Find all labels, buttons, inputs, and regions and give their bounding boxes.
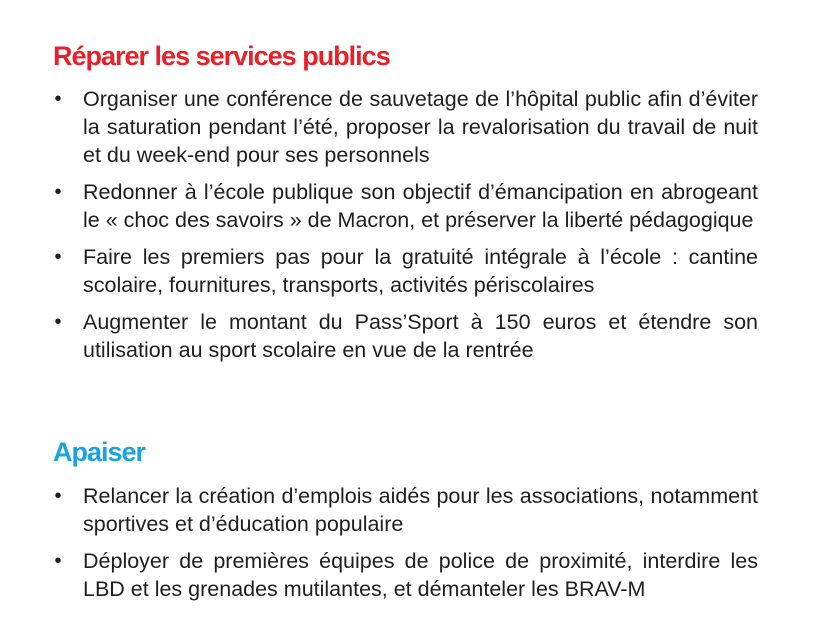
- bullet-icon: •: [54, 88, 62, 110]
- list-item: [53, 308, 758, 364]
- list-item: [53, 85, 758, 169]
- list-item-text: Faire les premiers pas pour la gratuité intégrale à l’école : cantine scolaire, fournitures, transports, activités périscolaires: [83, 245, 758, 297]
- list-item-text: Relancer la création d’emplois aidés pour les associations, notamment sportives et d’éducation populaire: [83, 484, 758, 536]
- section-repair-public-services: [53, 40, 758, 373]
- bullet-list: [53, 85, 758, 364]
- list-item: [53, 482, 758, 538]
- list-item-text: Redonner à l’école publique son objectif d’émancipation en abrogeant le « choc des savoirs » de Macron, et préserver la liberté pédagogique: [83, 180, 758, 232]
- list-item: [53, 243, 758, 299]
- bullet-icon: •: [54, 550, 62, 572]
- bullet-icon: •: [54, 485, 62, 507]
- list-item: [53, 178, 758, 234]
- list-item-text: Organiser une conférence de sauvetage de l’hôpital public afin d’éviter la saturation pendant l’été, proposer la revalorisation du travail de nuit et du week-end pour ses personnels: [83, 87, 758, 167]
- section-title: Apaiser: [53, 437, 146, 467]
- bullet-list: [53, 482, 758, 603]
- bullet-icon: •: [54, 181, 62, 203]
- section-appease: [53, 436, 758, 612]
- bullet-icon: •: [54, 246, 62, 268]
- bullet-icon: •: [54, 311, 62, 333]
- list-item-text: Déployer de premières équipes de police de proximité, interdire les LBD et les grenades mutilantes, et démanteler les BRAV-M: [83, 549, 758, 601]
- section-title: Réparer les services publics: [53, 41, 390, 71]
- list-item: [53, 547, 758, 603]
- list-item-text: Augmenter le montant du Pass’Sport à 150 euros et étendre son utilisation au sport scolaire en vue de la rentrée: [83, 310, 758, 362]
